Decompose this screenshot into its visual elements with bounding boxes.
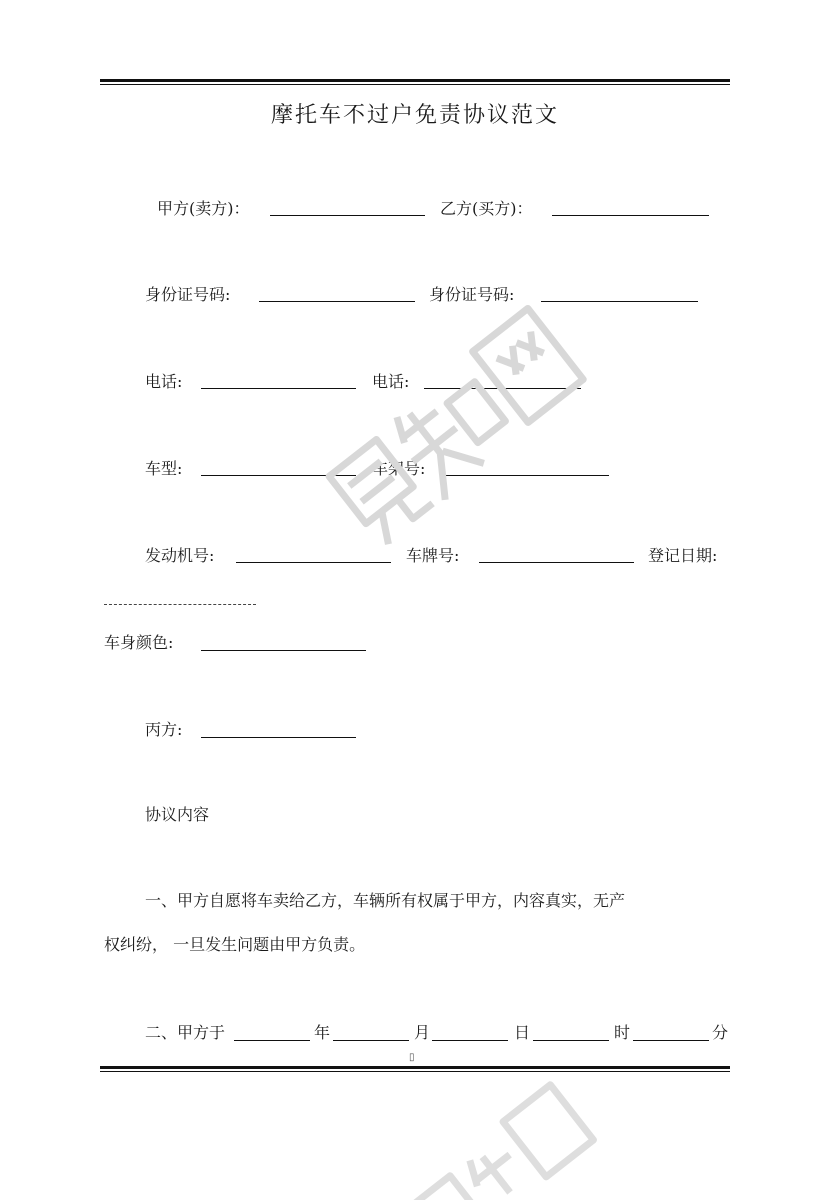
- phone-b-label: 电话:: [372, 372, 410, 391]
- clause2-hour: 时: [614, 1023, 631, 1042]
- clause2-hour-blank[interactable]: [533, 1040, 609, 1041]
- color-blank[interactable]: [201, 650, 366, 651]
- id-a-label: 身份证号码:: [145, 285, 231, 304]
- phone-a-label: 电话:: [145, 372, 183, 391]
- engine-no-label: 发动机号:: [145, 546, 215, 565]
- clause2-month-blank[interactable]: [333, 1040, 409, 1041]
- party-b-label: 乙方(买方)：: [440, 199, 533, 218]
- party-c-blank[interactable]: [201, 737, 356, 738]
- model-label: 车型:: [145, 459, 183, 478]
- engine-no-blank[interactable]: [236, 562, 391, 563]
- party-b-blank[interactable]: [552, 215, 709, 216]
- document-title: 摩托车不过户免责协议范文: [270, 103, 559, 128]
- clause2-minute: 分: [712, 1023, 729, 1042]
- plate-no-blank[interactable]: [479, 562, 634, 563]
- party-a-blank[interactable]: [270, 215, 425, 216]
- id-a-blank[interactable]: [259, 301, 415, 302]
- phone-a-blank[interactable]: [201, 388, 356, 389]
- page-number-marker: ▯: [409, 1052, 415, 1063]
- phone-b-blank[interactable]: [424, 388, 581, 389]
- watermark-logo: [300, 290, 600, 550]
- footer-rule: [100, 1066, 730, 1069]
- footer-rule-thin: [100, 1071, 730, 1072]
- clause2-month: 月: [414, 1023, 431, 1042]
- clause2-year-blank[interactable]: [234, 1040, 310, 1041]
- clause1-line1: 一、甲方自愿将车卖给乙方，车辆所有权属于甲方，内容真实，无产: [145, 891, 626, 910]
- id-b-label: 身份证号码:: [429, 285, 515, 304]
- clause2-day-blank[interactable]: [432, 1040, 508, 1041]
- color-label: 车身颜色:: [104, 633, 174, 652]
- party-c-label: 丙方:: [145, 720, 183, 739]
- clause2-year: 年: [314, 1023, 331, 1042]
- id-b-blank[interactable]: [541, 301, 698, 302]
- section-heading: 协议内容: [145, 805, 210, 824]
- frame-no-label: 车架号:: [372, 459, 426, 478]
- reg-date-blank[interactable]: [104, 604, 256, 605]
- plate-no-label: 车牌号:: [406, 546, 460, 565]
- clause1-line2: 权纠纷， 一旦发生问题由甲方负责。: [104, 935, 366, 954]
- clause2-day: 日: [514, 1023, 531, 1042]
- party-a-label: 甲方(卖方)：: [157, 199, 250, 218]
- header-rule-thin: [100, 84, 730, 85]
- watermark-logo-bottom: [360, 1080, 620, 1200]
- clause2-minute-blank[interactable]: [633, 1040, 709, 1041]
- header-rule: [100, 79, 730, 82]
- reg-date-label: 登记日期:: [648, 546, 718, 565]
- frame-no-blank[interactable]: [444, 475, 609, 476]
- model-blank[interactable]: [201, 475, 356, 476]
- clause2-prefix: 二、甲方于: [145, 1023, 226, 1042]
